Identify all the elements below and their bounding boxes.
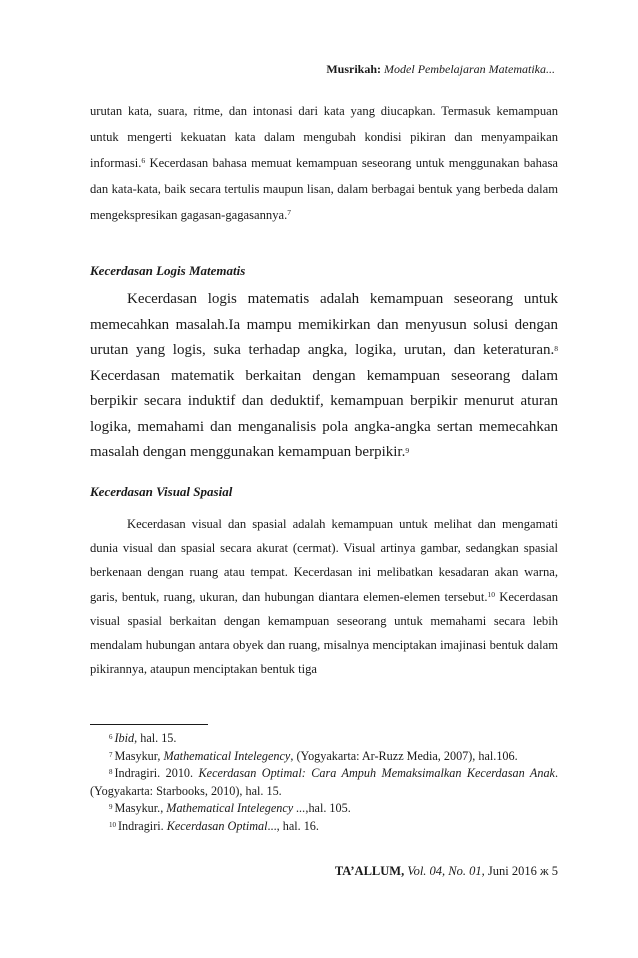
footnote-source: Kecerdasan Optimal: Cara Ampuh Memaksimalkan Kecerdasan Anak <box>198 766 555 781</box>
footnote-text: . (Yogyakarta: Starbooks, 2010), hal. 15. <box>90 766 558 798</box>
paragraph-text: Kecerdasan visual spasial berkaitan dengan kemampuan seseorang untuk memahami secara lebih mendalam hubungan antara obyek dan ruang, misalnya menciptakan imajinasi bentuk dalam pikirannya, ataupun menciptakan bentuk tiga <box>90 589 558 677</box>
page-number: 5 <box>551 864 558 878</box>
footnote-source: Mathematical Intelegency ... <box>166 801 306 816</box>
footnote-text: ..., hal. 16. <box>267 818 319 833</box>
paragraph-visual-spasial <box>90 512 558 681</box>
footnote-ref[interactable]: 10 <box>487 589 495 599</box>
paragraph-text: Kecerdasan matematik berkaitan dengan kemampuan seseorang dalam berpikir secara induktif dan deduktif, kemampuan berpikir menurut aturan logika, memahami dan menganalisis pola angka-angka sertan memecahkan masalah dengan menggunakan kemampuan berpikir. <box>90 367 558 460</box>
heading-logis-matematis: Kecerdasan Logis Matematis <box>90 263 246 278</box>
footnote-text: , hal. 15. <box>134 731 177 745</box>
header-title: Model Pembelajaran Matematika... <box>384 62 555 76</box>
footnote-ref[interactable]: 6 <box>141 156 146 165</box>
footnote-10 <box>90 818 558 836</box>
paragraph-text: Kecerdasan visual dan spasial adalah kemampuan untuk melihat dan mengamati dunia visual dan spasial secara akurat (cermat). Visual artinya gambar, sedangkan spasial berkenaan dengan ruang atau tempat. Kecerdasan ini melibatkan kesadaran akan warna, garis, bentuk, ruang, ukuran, dan hubungan diantara elemen-elemen tersebut. <box>90 517 558 604</box>
footnote-6 <box>90 730 558 748</box>
footnote-number: 7 <box>109 750 113 759</box>
footnote-number: 6 <box>109 733 113 741</box>
footnote-divider <box>90 724 208 725</box>
footnote-text: Masykur, <box>114 748 164 763</box>
footnote-text: ,hal. 105. <box>305 801 351 816</box>
paragraph-text: Kecerdasan logis matematis adalah kemampuan seseorang untuk memecahkan masalah.Ia mampu memikirkan dan menyusun solusi dengan urutan yang logis, suka terhadap angka, logika, urutan, dan keteraturan. <box>90 291 558 358</box>
footnote-ref[interactable]: 9 <box>405 446 410 455</box>
footnote-number: 8 <box>109 768 113 777</box>
header-author: Musrikah: <box>326 62 382 76</box>
heading-visual-spasial: Kecerdasan Visual Spasial <box>90 484 233 499</box>
footnote-number: 9 <box>109 803 113 812</box>
footnote-text: Indragiri. 2010. <box>114 766 199 781</box>
paragraph-bahasa <box>90 98 558 228</box>
page-footer <box>335 864 558 879</box>
footnote-9 <box>90 800 558 818</box>
footnote-text: Indragiri. <box>118 818 167 833</box>
footnote-8 <box>90 765 558 800</box>
footnote-source: Kecerdasan Optimal <box>166 818 268 833</box>
footnotes <box>90 730 558 836</box>
footnote-text: Masykur., <box>114 801 167 816</box>
footnote-7 <box>90 748 558 766</box>
footnote-ref[interactable]: 7 <box>287 208 291 217</box>
paragraph-text: Kecerdasan bahasa memuat kemampuan seseorang untuk menggunakan bahasa dan kata-kata, baik secara tertulis maupun lisan, dalam berbagai bentuk yang berbeda dalam mengekspresikan gagasan-gagasannya. <box>90 156 558 222</box>
paragraph-logis-matematis <box>90 287 558 466</box>
footnote-ref[interactable]: 8 <box>554 344 558 353</box>
running-header <box>326 62 555 77</box>
footnote-number: 10 <box>109 820 116 829</box>
footnote-text: , (Yogyakarta: Ar-Ruzz Media, 2007), hal.106. <box>290 748 518 763</box>
journal-volume: Vol. 04, No. 01, <box>407 864 485 878</box>
journal-name: TA’ALLUM, <box>334 864 405 878</box>
footnote-source: Ibid <box>114 731 135 745</box>
footer-separator: ж <box>539 864 549 878</box>
issue-date: Juni 2016 <box>487 864 537 878</box>
paragraph-text: urutan kata, suara, ritme, dan intonasi dari kata yang diucapkan. Termasuk kemampuan untuk mengerti kekuatan kata dalam mengubah kondisi pikiran dan menyampaikan informasi. <box>90 104 558 170</box>
footnote-source: Mathematical Intelegency <box>163 748 291 763</box>
